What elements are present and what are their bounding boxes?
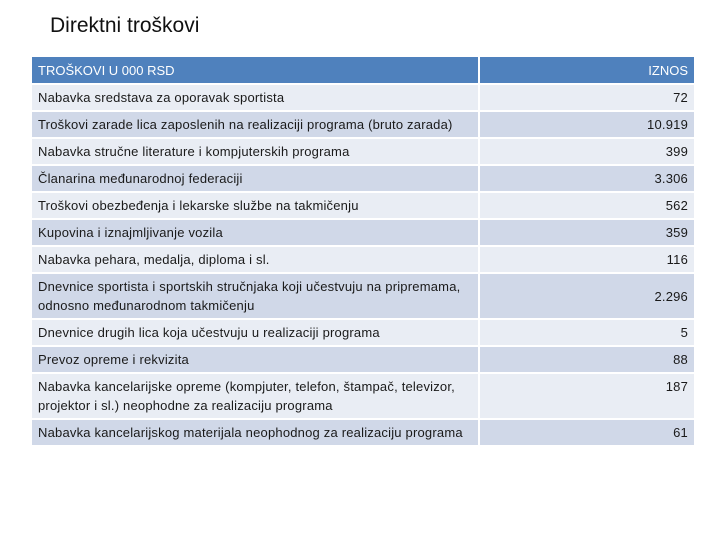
row-label: Članarina međunarodnoj federaciji	[32, 166, 478, 191]
row-value: 5	[478, 320, 694, 345]
row-value: 61	[478, 420, 694, 445]
table-row	[32, 374, 694, 418]
table-row	[32, 420, 694, 445]
row-label: Nabavka pehara, medalja, diploma i sl.	[32, 247, 478, 272]
table-row	[32, 166, 694, 191]
row-value: 88	[478, 347, 694, 372]
column-header-label: TROŠKOVI U 000 RSD	[32, 57, 478, 83]
row-value: 359	[478, 220, 694, 245]
row-value: 187	[478, 374, 694, 418]
table-row	[32, 193, 694, 218]
row-value: 10.919	[478, 112, 694, 137]
costs-table	[32, 55, 694, 447]
table-row	[32, 274, 694, 318]
table-row	[32, 220, 694, 245]
row-label: Dnevnice drugih lica koja učestvuju u realizaciji programa	[32, 320, 478, 345]
table-row	[32, 247, 694, 272]
row-value: 399	[478, 139, 694, 164]
table-row	[32, 139, 694, 164]
row-label: Nabavka sredstava za oporavak sportista	[32, 85, 478, 110]
column-header-value: IZNOS	[478, 57, 694, 83]
row-label: Nabavka kancelarijske opreme (kompjuter, telefon, štampač, televizor, projektor i sl.) neophodne za realizaciju programa	[32, 374, 478, 418]
row-label: Troškovi zarade lica zaposlenih na realizaciji programa (bruto zarada)	[32, 112, 478, 137]
row-label: Troškovi obezbeđenja i lekarske službe na takmičenju	[32, 193, 478, 218]
row-value: 72	[478, 85, 694, 110]
page-title: Direktni troškovi	[50, 14, 200, 37]
table-row	[32, 320, 694, 345]
table-row	[32, 85, 694, 110]
row-value: 116	[478, 247, 694, 272]
table-header-row	[32, 57, 694, 83]
row-label: Kupovina i iznajmljivanje vozila	[32, 220, 478, 245]
row-value: 2.296	[478, 274, 694, 318]
row-label: Prevoz opreme i rekvizita	[32, 347, 478, 372]
row-value: 562	[478, 193, 694, 218]
row-label: Nabavka kancelarijskog materijala neophodnog za realizaciju programa	[32, 420, 478, 445]
row-label: Dnevnice sportista i sportskih stručnjaka koji učestvuju na pripremama, odnosno međunarodnom takmičenju	[32, 274, 478, 318]
table-row	[32, 347, 694, 372]
row-label: Nabavka stručne literature i kompjuterskih programa	[32, 139, 478, 164]
table-row	[32, 112, 694, 137]
row-value: 3.306	[478, 166, 694, 191]
